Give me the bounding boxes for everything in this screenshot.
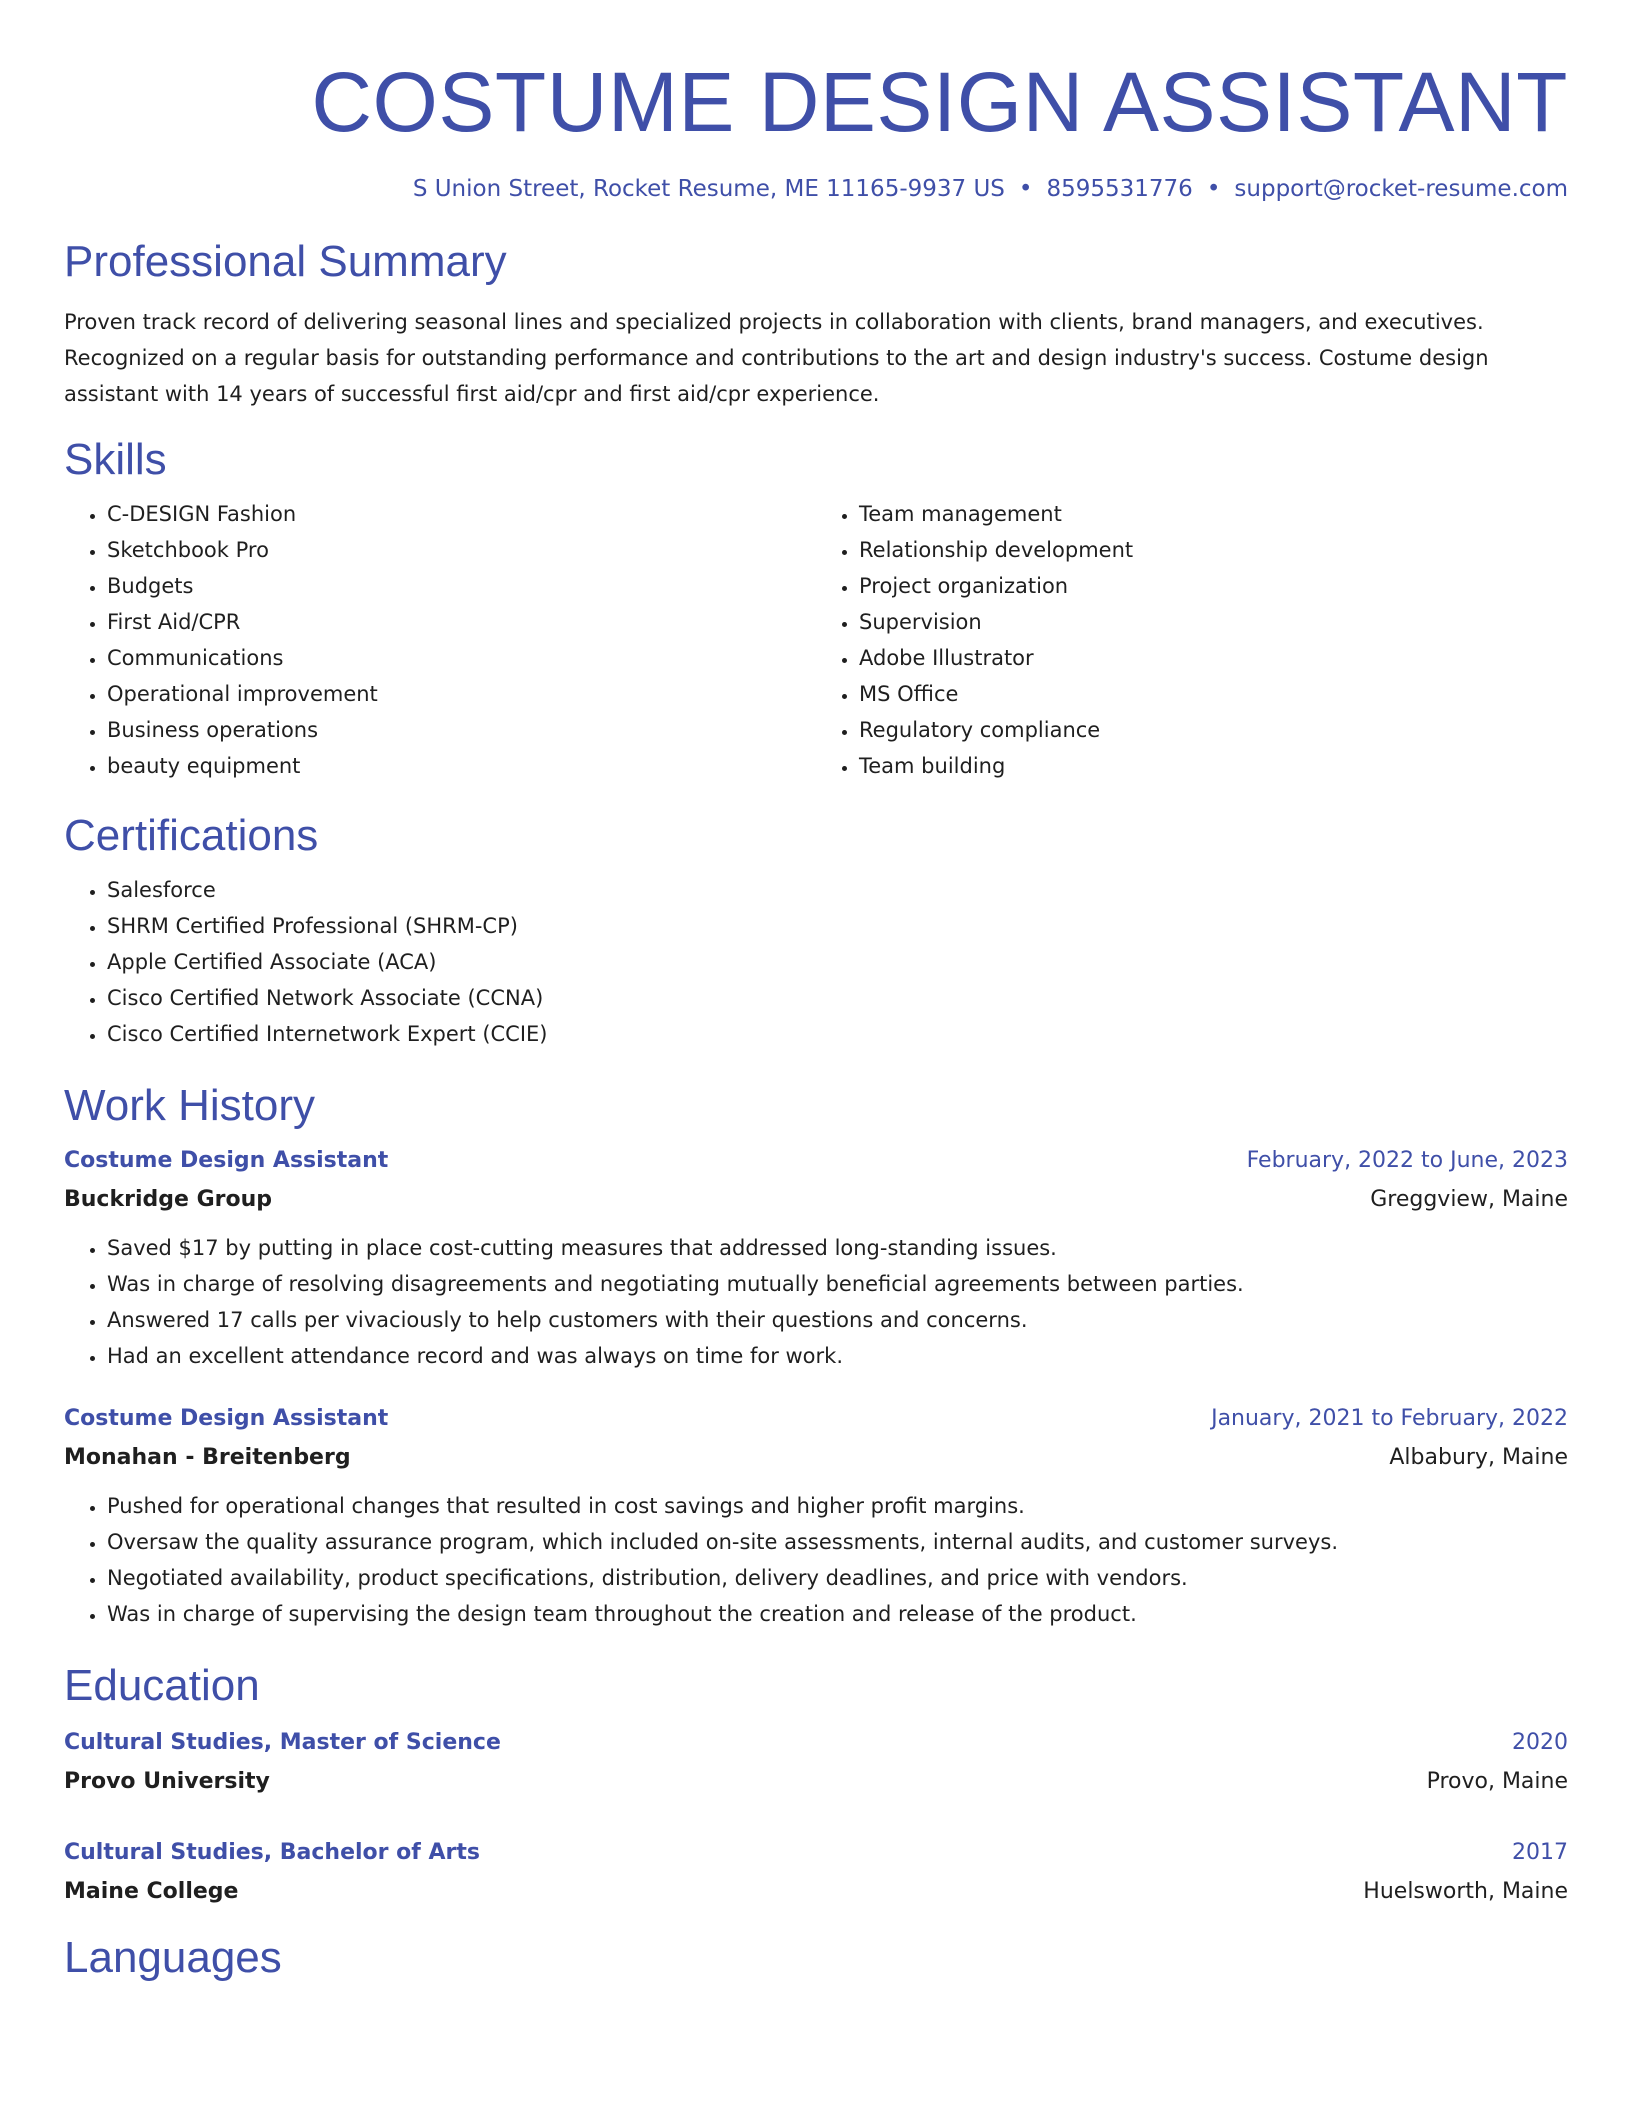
job-header <box>64 1142 1568 1180</box>
skill-item: • Relationship development <box>859 532 1568 568</box>
job-role: Costume Design Assistant <box>64 1148 389 1173</box>
job-dates: February, 2022 to June, 2023 <box>1246 1148 1568 1173</box>
job-location: Albabury, Maine <box>1389 1445 1568 1470</box>
skill-item: • Adobe Illustrator <box>859 640 1568 676</box>
job-bullets <box>64 1488 1568 1632</box>
contact-email[interactable]: support@rocket-resume.com <box>1234 176 1568 202</box>
certification-item: • Salesforce <box>107 872 1568 908</box>
education-subheader <box>64 1762 1568 1802</box>
job-header <box>64 1400 1568 1438</box>
summary-line: assistant with 14 years of successful first aid/cpr and first aid/cpr experience. <box>64 382 880 406</box>
job-dates: January, 2021 to February, 2022 <box>1211 1406 1568 1431</box>
summary-heading: Professional Summary <box>64 237 507 286</box>
languages-heading: Languages <box>64 1933 282 1982</box>
summary-text <box>64 304 1568 412</box>
education-header <box>64 1834 1568 1872</box>
job-bullet: • Had an excellent attendance record and was always on time for work. <box>107 1338 1568 1374</box>
job-bullet: • Oversaw the quality assurance program, which included on-site assessments, internal audits, and customer surveys. <box>107 1524 1568 1560</box>
skills-left-list <box>64 496 816 784</box>
skill-item: • First Aid/CPR <box>107 604 816 640</box>
certification-item: • Apple Certified Associate (ACA) <box>107 944 1568 980</box>
education-subheader <box>64 1872 1568 1912</box>
skill-item: • C-DESIGN Fashion <box>107 496 816 532</box>
skill-item: • Budgets <box>107 568 816 604</box>
job-bullet: • Saved $17 by putting in place cost-cutting measures that addressed long-standing issues. <box>107 1230 1568 1266</box>
skill-item: • Sketchbook Pro <box>107 532 816 568</box>
work-history-heading: Work History <box>64 1081 315 1130</box>
job-subheader <box>64 1180 1568 1220</box>
education-location: Provo, Maine <box>1426 1769 1568 1794</box>
skills-heading: Skills <box>64 435 167 484</box>
skills-columns <box>64 496 1568 784</box>
resume-title: COSTUME DESIGN ASSISTANT <box>311 55 1568 149</box>
skill-item: • Team building <box>859 748 1568 784</box>
skill-item: • Communications <box>107 640 816 676</box>
summary-line: Recognized on a regular basis for outstanding performance and contributions to the art and design industry's success. Costume design <box>64 346 1489 370</box>
certifications-heading: Certifications <box>64 811 319 860</box>
job-company: Buckridge Group <box>64 1187 273 1212</box>
skill-item: • Project organization <box>859 568 1568 604</box>
education-school: Maine College <box>64 1879 239 1904</box>
job-bullet: • Answered 17 calls per vivaciously to help customers with their questions and concerns. <box>107 1302 1568 1338</box>
education-entry <box>64 1724 1568 1802</box>
education-location: Huelsworth, Maine <box>1363 1879 1568 1904</box>
summary-line: Proven track record of delivering seasonal lines and specialized projects in collaboration with clients, brand managers, and executives. <box>64 310 1484 334</box>
certification-item: • SHRM Certified Professional (SHRM-CP) <box>107 908 1568 944</box>
skill-item: • Supervision <box>859 604 1568 640</box>
education-year: 2017 <box>1512 1840 1568 1865</box>
education-degree: Cultural Studies, Bachelor of Arts <box>64 1840 481 1865</box>
contact-address: S Union Street, Rocket Resume, ME 11165-9937 US <box>412 176 1005 202</box>
certification-item: • Cisco Certified Network Associate (CCNA) <box>107 980 1568 1016</box>
education-header <box>64 1724 1568 1762</box>
skill-item: • Regulatory compliance <box>859 712 1568 748</box>
job-role: Costume Design Assistant <box>64 1406 389 1431</box>
job-entry <box>64 1400 1568 1632</box>
skill-item: • beauty equipment <box>107 748 816 784</box>
education-entry <box>64 1834 1568 1912</box>
certification-item: • Cisco Certified Internetwork Expert (CCIE) <box>107 1016 1568 1052</box>
contact-phone[interactable]: 8595531776 <box>1046 176 1193 202</box>
skill-item: • Operational improvement <box>107 676 816 712</box>
skill-item: • Business operations <box>107 712 816 748</box>
job-subheader <box>64 1438 1568 1478</box>
education-degree: Cultural Studies, Master of Science <box>64 1730 501 1755</box>
contact-line <box>64 172 1568 206</box>
contact-separator: • <box>1206 176 1221 202</box>
skill-item: • Team management <box>859 496 1568 532</box>
skills-right-list <box>816 496 1568 784</box>
skill-item: • MS Office <box>859 676 1568 712</box>
job-entry <box>64 1142 1568 1374</box>
job-bullet: • Was in charge of supervising the design team throughout the creation and release of the product. <box>107 1596 1568 1632</box>
education-school: Provo University <box>64 1769 270 1794</box>
education-heading: Education <box>64 1661 260 1710</box>
contact-separator: • <box>1018 176 1033 202</box>
job-bullet: • Was in charge of resolving disagreements and negotiating mutually beneficial agreements between parties. <box>107 1266 1568 1302</box>
job-bullet: • Negotiated availability, product specifications, distribution, delivery deadlines, and price with vendors. <box>107 1560 1568 1596</box>
job-company: Monahan - Breitenberg <box>64 1445 351 1470</box>
education-year: 2020 <box>1512 1730 1568 1755</box>
job-bullets <box>64 1230 1568 1374</box>
certifications-list <box>64 872 1568 1052</box>
job-bullet: • Pushed for operational changes that resulted in cost savings and higher profit margins. <box>107 1488 1568 1524</box>
job-location: Greggview, Maine <box>1370 1187 1568 1212</box>
